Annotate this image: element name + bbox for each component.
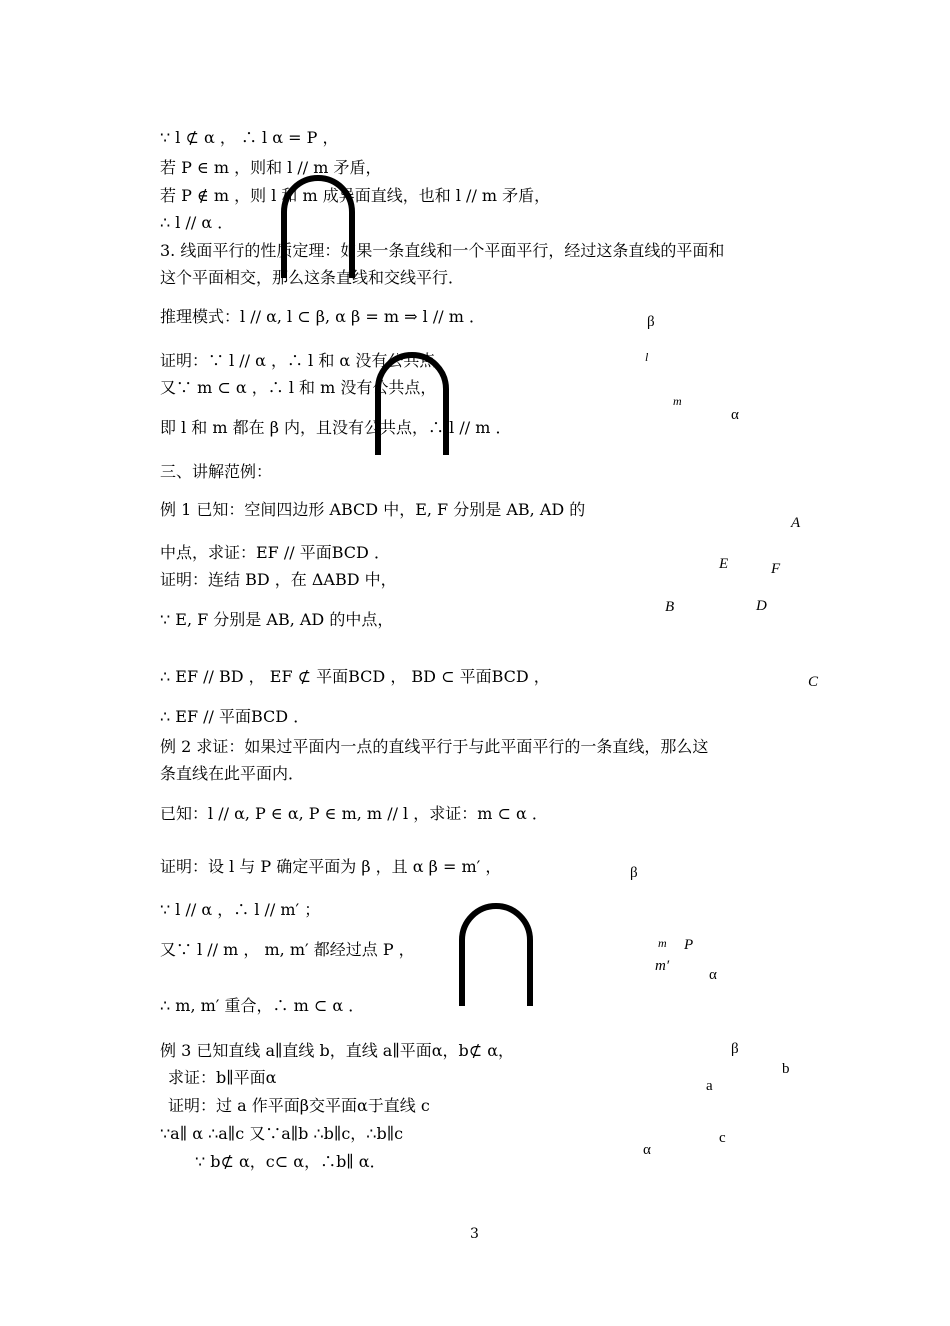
figure-label: D	[756, 598, 767, 614]
text-line: ∴ EF // 平面BCD ．	[160, 707, 310, 726]
intersection-icon	[456, 898, 536, 1008]
intersection-icon	[372, 347, 452, 457]
text-line: 例 3 已知直线 a∥直线 b，直线 a∥平面α，b⊄ α，	[160, 1041, 515, 1060]
figure-label: B	[665, 599, 675, 615]
text-line: 例 2 求证：如果过平面内一点的直线平行于与此平面平行的一条直线，那么这	[160, 737, 709, 756]
figure-label: A	[791, 515, 801, 531]
figure-label: α	[731, 407, 739, 423]
figure-label: m	[673, 394, 682, 408]
text-line: 若 P ∉ m ，则 l 和 m 成异面直线，也和 l // m 矛盾，	[160, 186, 551, 205]
text-line: 证明：设 l 与 P 确定平面为 β ，且 α β = m′ ，	[160, 857, 502, 876]
figure-label: α	[709, 967, 717, 983]
figure-label: a	[706, 1078, 713, 1094]
page-number: 3	[470, 1226, 479, 1242]
text-line: 已知：l // α, P ∈ α, P ∈ m, m // l ，求证：m ⊂ α ．	[160, 804, 548, 823]
figure-label: C	[808, 674, 819, 690]
text-line: 条直线在此平面内．	[160, 764, 305, 783]
figure-label: α	[643, 1142, 651, 1158]
text-line: ∵ E, F 分别是 AB, AD 的中点，	[160, 610, 394, 629]
text-line: 若 P ∈ m ，则和 l // m 矛盾，	[160, 158, 382, 177]
text-line: 这个平面相交，那么这条直线和交线平行．	[160, 268, 465, 287]
text-line: 3. 线面平行的性质定理：如果一条直线和一个平面平行，经过这条直线的平面和	[160, 241, 725, 260]
text-line: ∵ l ⊄ α ， ∴ l α = P ，	[160, 128, 339, 147]
text-line: ∴ m, m′ 重合，∴ m ⊂ α ．	[160, 996, 365, 1015]
figure-label: c	[719, 1130, 726, 1146]
figure-label: β	[731, 1041, 739, 1057]
figure-label: β	[630, 865, 638, 881]
text-line: ∵ l // α ，∴ l // m′ ；	[160, 900, 321, 919]
text-line: ∵ b⊄ α，c⊂ α，∴b∥ α．	[195, 1152, 386, 1171]
text-line: ∴ l // α ．	[160, 213, 234, 232]
figure-label: F	[771, 561, 781, 577]
text-line: 又∵ l // m ， m, m′ 都经过点 P ，	[160, 940, 415, 959]
text-line: 证明：∵ l // α ，∴ l 和 α 没有公共点，	[160, 351, 452, 370]
intersection-icon	[278, 170, 358, 280]
text-line: 中点，求证：EF // 平面BCD ．	[160, 543, 390, 562]
figure-label: m′	[655, 958, 670, 974]
text-line: 又∵ m ⊂ α ，∴ l 和 m 没有公共点，	[160, 378, 437, 397]
figure-label: E	[719, 556, 729, 572]
text-line: 证明：过 a 作平面β交平面α于直线 c	[168, 1096, 430, 1115]
section-heading: 三、讲解范例：	[160, 462, 273, 481]
text-line: ∴ EF // BD ， EF ⊄ 平面BCD ， BD ⊂ 平面BCD ，	[160, 667, 550, 686]
text-line: ∵a∥ α ∴a∥c 又∵a∥b ∴b∥c，∴b∥c	[160, 1124, 404, 1143]
figure-label: P	[684, 937, 694, 953]
text-line: 推理模式：l // α, l ⊂ β, α β = m ⇒ l // m ．	[160, 307, 485, 326]
text-line: 证明：连结 BD ，在 ΔABD 中，	[160, 570, 397, 589]
figure-label: b	[782, 1061, 790, 1077]
figure-label: m	[658, 936, 667, 950]
text-line: 例 1 已知：空间四边形 ABCD 中，E, F 分别是 AB, AD 的	[160, 500, 586, 519]
figure-label: β	[647, 314, 655, 330]
figure-label: l	[645, 350, 649, 364]
text-line: 即 l 和 m 都在 β 内，且没有公共点，∴ l // m ．	[160, 418, 512, 437]
text-line: 求证：b∥平面α	[168, 1068, 277, 1087]
